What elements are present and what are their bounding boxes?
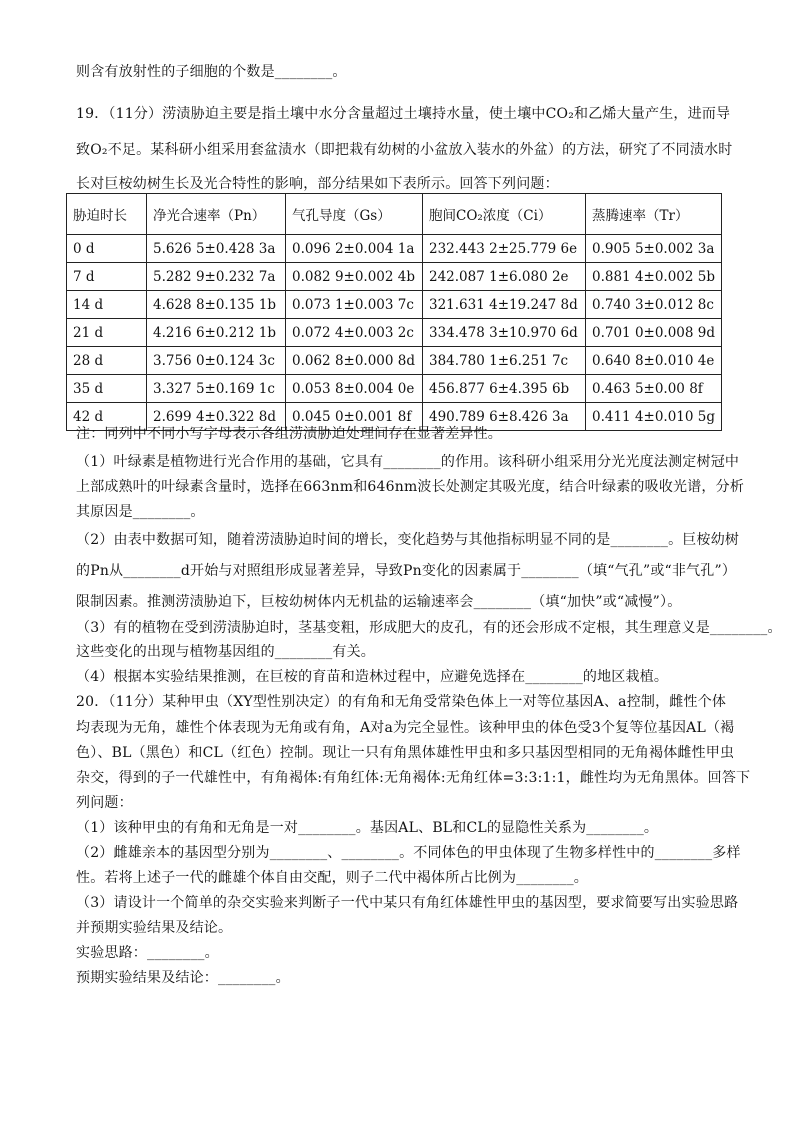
table-cell: 0.411 4±0.010 5g — [586, 403, 722, 431]
table-cell: 14 d — [67, 291, 147, 319]
text-line: （1）叶绿素是植物进行光合作用的基础，它具有________的作用。该科研小组采用分光光度法测定树冠中 — [76, 454, 740, 470]
table-cell: 0.463 5±0.00 8f — [586, 375, 722, 403]
table-cell: 0.082 9±0.002 4b — [286, 263, 423, 291]
text-line: （4）根据本实验结果推测，在巨桉的育苗和造林过程中，应避免选择在________的地区栽植。 — [76, 669, 669, 685]
table-cell: 5.282 9±0.232 7a — [147, 263, 286, 291]
table-row — [67, 235, 722, 263]
table-cell: 4.628 8±0.135 1b — [147, 291, 286, 319]
text-line: 列问题： — [76, 795, 133, 811]
table-cell: 321.631 4±19.247 8d — [423, 291, 586, 319]
table-row — [67, 375, 722, 403]
text-line: （2）由表中数据可知，随着涝渍胁迫时间的增长，变化趋势与其他指标明显不同的是________。巨桉幼树 — [76, 532, 740, 548]
table-cell: 2.699 4±0.322 8d — [147, 403, 286, 431]
table-cell: 232.443 2±25.779 6e — [423, 235, 586, 263]
text-line: 色）、BL（黑色）和CL（红色）控制。现让一只有角黑体雄性甲虫和多只基因型相同的无角褐体雌性甲虫 — [76, 745, 735, 761]
table-note: 注：同列中不同小写字母表示各组涝渍胁迫处理间存在显著差异性。 — [76, 426, 502, 442]
text-line: 则含有放射性的子细胞的个数是________。 — [76, 64, 347, 80]
table-row — [67, 319, 722, 347]
text-line: 其原因是________。 — [76, 504, 205, 520]
table-cell: 0.640 8±0.010 4e — [586, 347, 722, 375]
table-cell: 490.789 6±8.426 3a — [423, 403, 586, 431]
table-cell: 0.072 4±0.003 2c — [286, 319, 423, 347]
text-line: 限制因素。推测涝渍胁迫下，巨桉幼树体内无机盐的运输速率会________（填“加快”或“减慢”）。 — [76, 594, 682, 610]
text-line: 上部成熟叶的叶绿素含量时，选择在663nm和646nm波长处测定其吸光度，结合叶绿素的吸收光谱，分析 — [76, 479, 745, 495]
table-cell: 384.780 1±6.251 7c — [423, 347, 586, 375]
table-cell: 0.881 4±0.002 5b — [586, 263, 722, 291]
table-header: 胞间CO₂浓度（Ci） — [423, 194, 586, 235]
table-cell: 0.045 0±0.001 8f — [286, 403, 423, 431]
text-line: 这些变化的出现与植物基因组的________有关。 — [76, 644, 375, 660]
text-line: 预期实验结果及结论：________。 — [76, 970, 290, 986]
text-line: （3）有的植物在受到涝渍胁迫时，茎基变粗，形成肥大的皮孔，有的还会形成不定根，其生理意义是________。 — [76, 620, 782, 636]
table-cell: 7 d — [67, 263, 147, 291]
table-header: 蒸腾速率（Tr） — [586, 194, 722, 235]
table-row — [67, 263, 722, 291]
text-line: （3）请设计一个简单的杂交实验来判断子一代中某只有角红体雄性甲虫的基因型，要求简要写出实验思路 — [76, 895, 739, 911]
table-cell: 0.096 2±0.004 1a — [286, 235, 423, 263]
text-line: （2）雌雄亲本的基因型分别为________、________。不同体色的甲虫体现了生物多样性中的________多样 — [76, 845, 741, 861]
table-cell: 0 d — [67, 235, 147, 263]
table-row — [67, 347, 722, 375]
text-line: 实验思路：________。 — [76, 945, 219, 961]
text-line: 性。若将上述子一代的雌雄个体自由交配，则子二代中褐体所占比例为________。 — [76, 870, 588, 886]
text-line: 长对巨桉幼树生长及光合特性的影响，部分结果如下表所示。回答下列问题： — [76, 176, 559, 192]
table-cell: 0.053 8±0.004 0e — [286, 375, 423, 403]
text-line: 的Pn从________d开始与对照组形成显著差异，导致Pn变化的因素属于________（填“气孔”或“非气孔”） — [76, 563, 737, 579]
table-cell: 456.877 6±4.395 6b — [423, 375, 586, 403]
table-cell: 0.073 1±0.003 7c — [286, 291, 423, 319]
text-line: 并预期实验结果及结论。 — [76, 920, 233, 936]
table-row — [67, 291, 722, 319]
table-cell: 0.062 8±0.000 8d — [286, 347, 423, 375]
text-line: 杂交，得到的子一代雄性中，有角褐体:有角红体:无角褐体:无角红体=3:3:1:1，雌性均为无角黑体。回答下 — [76, 770, 751, 786]
text-line: 致O₂不足。某科研小组采用套盆渍水（即把栽有幼树的小盆放入装水的外盆）的方法，研究了不同渍水时 — [76, 142, 733, 158]
table-cell: 3.327 5±0.169 1c — [147, 375, 286, 403]
table-header: 胁迫时长 — [67, 194, 147, 235]
table-cell: 0.740 3±0.012 8c — [586, 291, 722, 319]
table-header: 净光合速率（Pn） — [147, 194, 286, 235]
question-20-intro: 20．（11分）某种甲虫（XY型性别决定）的有角和无角受常染色体上一对等位基因A、a控制，雌性个体 — [76, 694, 727, 710]
table-cell: 21 d — [67, 319, 147, 347]
table-cell: 28 d — [67, 347, 147, 375]
table-cell: 35 d — [67, 375, 147, 403]
text-line: （1）该种甲虫的有角和无角是一对________。基因AL、BL和CL的显隐性关系为________。 — [76, 820, 659, 836]
table-cell: 0.905 5±0.002 3a — [586, 235, 722, 263]
table-cell: 42 d — [67, 403, 147, 431]
text-line: 均表现为无角，雄性个体表现为无角或有角，A对a为完全显性。该种甲虫的体色受3个复等位基因AL（褐 — [76, 720, 735, 736]
table-header-row — [67, 194, 722, 235]
table-cell: 4.216 6±0.212 1b — [147, 319, 286, 347]
question-19-intro: 19．（11分）涝渍胁迫主要是指土壤中水分含量超过土壤持水量，使土壤中CO₂和乙烯大量产生，进而导 — [76, 106, 731, 122]
table-cell: 242.087 1±6.080 2e — [423, 263, 586, 291]
table-cell: 5.626 5±0.428 3a — [147, 235, 286, 263]
table-header: 气孔导度（Gs） — [286, 194, 423, 235]
table-cell: 3.756 0±0.124 3c — [147, 347, 286, 375]
table-cell: 0.701 0±0.008 9d — [586, 319, 722, 347]
table-cell: 334.478 3±10.970 6d — [423, 319, 586, 347]
data-table — [66, 193, 722, 431]
